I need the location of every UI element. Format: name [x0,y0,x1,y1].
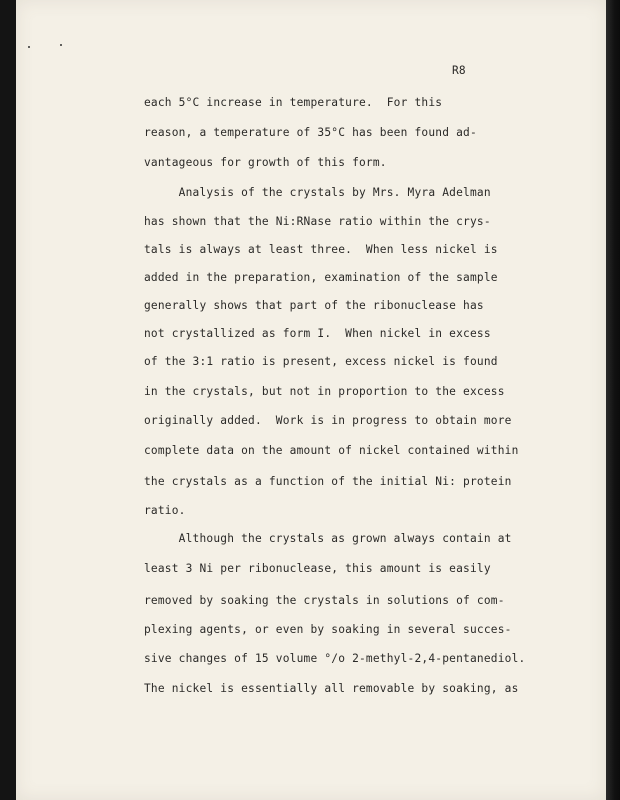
text-line: originally added. Work is in progress to obtain more [144,414,512,427]
text-line: vantageous for growth of this form. [144,156,387,169]
text-line: the crystals as a function of the initial Ni: protein [144,475,512,488]
text-line: The nickel is essentially all removable by soaking, as [144,682,519,695]
text-line: ratio. [144,504,186,517]
paper-speck [60,44,62,46]
text-line: plexing agents, or even by soaking in several succes- [144,623,512,636]
text-line: Although the crystals as grown always contain at [144,532,512,545]
text-line: tals is always at least three. When less nickel is [144,243,498,256]
page-number: R8 [452,64,466,77]
text-line: reason, a temperature of 35°C has been found ad- [144,126,477,139]
text-line: Analysis of the crystals by Mrs. Myra Adelman [144,186,491,199]
text-line: has shown that the Ni:RNase ratio within the crys- [144,215,491,228]
text-line: complete data on the amount of nickel contained within [144,444,519,457]
text-line: least 3 Ni per ribonuclease, this amount is easily [144,562,491,575]
text-line: of the 3:1 ratio is present, excess nickel is found [144,355,498,368]
text-line: each 5°C increase in temperature. For this [144,96,443,109]
text-line: not crystallized as form I. When nickel in excess [144,327,491,340]
text-line: added in the preparation, examination of the sample [144,271,498,284]
page-edge-shadow [606,0,620,800]
text-line: generally shows that part of the ribonuclease has [144,299,484,312]
text-line: sive changes of 15 volume °/o 2-methyl-2,4-pentanediol. [144,652,526,665]
document-page [16,0,606,800]
text-line: in the crystals, but not in proportion to the excess [144,385,505,398]
paper-speck [28,46,30,48]
text-line: removed by soaking the crystals in solutions of com- [144,594,505,607]
